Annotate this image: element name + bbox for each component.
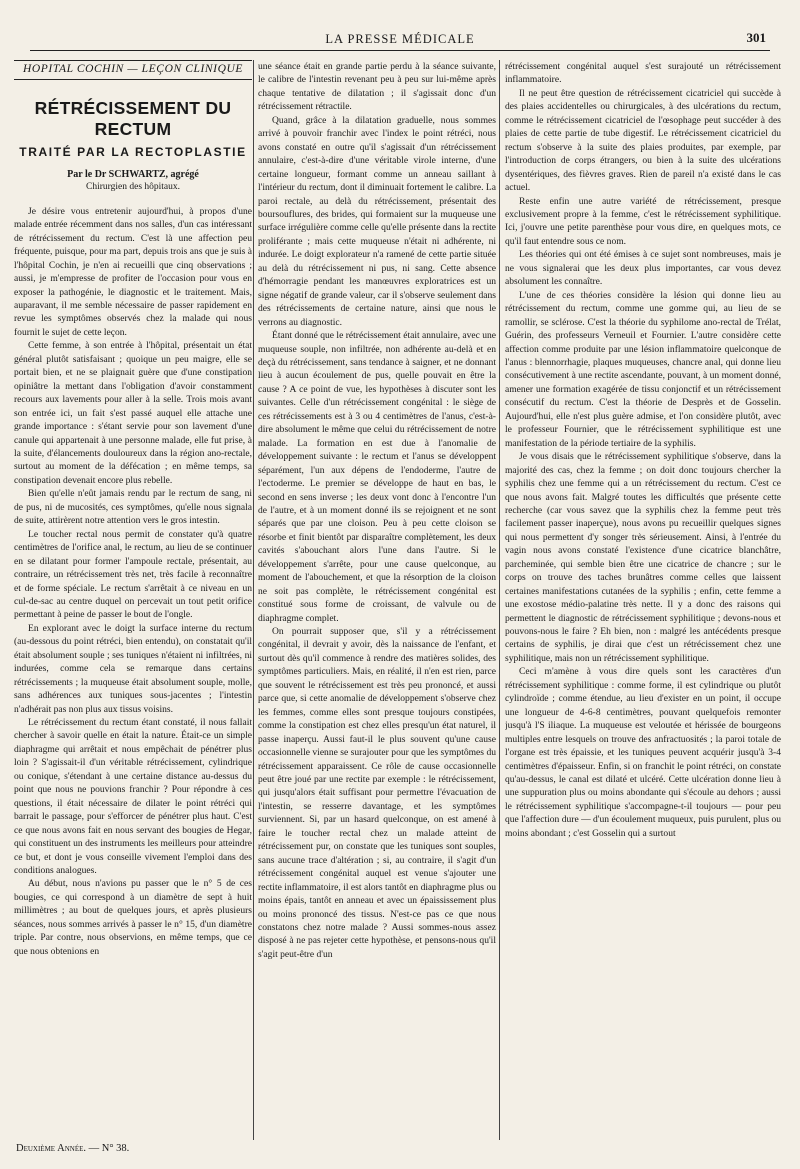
paragraph-continued: une séance était en grande partie perdu à la séance suivante, le calibre de l'intestin revenant peu à peu sur lui-même après chaque tentative de dilatation ; il s'agissait donc d'un rétrécissement rétractile.: [258, 61, 496, 113]
paragraph: Le rétrécissement du rectum étant constaté, il nous fallait chercher à savoir quelle en était la nature. Était-ce un simple diaphragme qui arrêtait et nous empêchait de pénétrer plus loin ? S'agissait-il d'un véritable rétrécissement, cylindrique ou conique, s'étendant à une certaine distance au-dessus du point que nous ne pouvions franchir ? Pour répondre à ces questions, il était nécessaire de dilater le point rétréci qui barrait le passage, pour s'efforcer de pénétrer plus haut. C'est ce que nous avons fait en nous servant des bougies de Hegar, qui constituent un des instruments les meilleurs pour atteindre ce but, et dont je vous conseille vivement l'emploi dans des conditions analogues.: [14, 717, 252, 877]
paragraph: Quand, grâce à la dilatation graduelle, nous sommes arrivé à pouvoir franchir avec l'index le point rétréci, nous avons constaté en outre qu'il s'agissait d'un rétrécissement annulaire, c'est-à-dire d'une véritable virole interne, d'une certaine longueur, formant comme un anneau saillant à l'intérieur du rectum, dont il diminuait fortement le calibre. La paroi rectale, au delà du rétrécissement, présentait des boursouflures, des brides, qui formaient sur la muqueuse une surface irrégulière comme celle qu'elle présente dans la rectite proliférante ; mais cette muqueuse n'était ni adhérente, ni indurée. Le doigt explorateur n'a ramené de cette partie située au delà du rétrécissement ni pus, ni sang. Cette absence d'hémorragie pendant les manœuvres exploratrices est un signe négatif de grande valeur, car il s'observe seulement dans des rétrécissements de certaine nature, ainsi que nous le verrons au diagnostic.: [258, 114, 496, 328]
paragraph: Je désire vous entretenir aujourd'hui, à propos d'une malade entrée récemment dans nos salles, d'un cas intéressant de rétrécissement du rectum. C'est là une affection peu fréquente, puisque, pour ma part, depuis trois ans que je suis à l'hôpital Cochin, je n'en ai recueilli que cinq observations ; aussi, je m'empresse de profiter de l'occasion pour vous en exposer la pathogénie, le diagnostic et le traitement. Mais, auparavant, il me semble nécessaire de passer rapidement en revue les symptômes observés chez la malade qui nous fournit le sujet de cette leçon.: [14, 205, 252, 338]
paragraph: Bien qu'elle n'eût jamais rendu par le rectum de sang, ni de pus, ni de mucosités, ces symptômes, qu'elle nous signala de suite, attirèrent notre attention vers le gros intestin.: [14, 488, 252, 527]
paragraph: Étant donné que le rétrécissement était annulaire, avec une muqueuse souple, non infiltrée, non adhérente au-delà et en deçà du rétrécissement, sans tendance à saigner, et ne donnant lieu à aucun écoulement de pus, quelle pouvait en être la cause ? A ce point de vue, les hypothèses à discuter sont les suivantes. Celle d'un rétrécissement congénital : le siège de ces rétrécissements est à 3 ou 4 centimètres de l'anus, c'est-à-dire absolument le même que celui du rétrécissement de notre malade. La formation en est due à l'anomalie de développement suivante : le rectum et l'anus se développent séparément, l'un aux dépens de l'endoderme, l'autre de l'ectoderme. Le premier se développe de haut en bas, le second en sens inverse ; les deux vont donc à l'encontre l'un de l'autre, et à un moment donné ils se rejoignent et ne sont séparés que par une cloison. Peu à peu cette cloison se résorbe et finit bientôt par disparaître complètement, les deux cavités s'abouchant alors l'une dans l'autre. Si le développement s'arrête, pour une cause quelconque, au moment de l'abouchement, et que la résorption de la cloison ne soit pas complète, le rétrécissement congénital est constitué sous forme de croissant, de valvule ou de diaphragme complet.: [258, 330, 496, 624]
column-3: [505, 60, 781, 1135]
column-divider-2: [499, 60, 500, 1140]
column-2: [258, 60, 496, 1135]
paragraph: En explorant avec le doigt la surface interne du rectum (au-dessous du point rétréci, bien entendu), on constatait qu'il était absolument souple ; ses tuniques n'étaient ni infiltrées, ni indurées, comme cela se remarque dans certains rétrécissements ; la muqueuse était absolument souple, molle, sans adhérences aux tuniques sous-jacentes ; l'intestin n'adhérait pas non plus aux tissus voisins.: [14, 622, 252, 715]
column-1: [14, 60, 252, 1135]
paragraph: Au début, nous n'avions pu passer que le n° 5 de ces bougies, ce qui correspond à un diamètre de sept à huit millimètres ; au bout de quelques jours, et après plusieurs séances, nous sommes arrivés à passer le n° 15, d'un diamètre triple. Par contre, nous observions, en même temps, que ce que nous obtenions en: [14, 878, 252, 957]
paragraph: On pourrait supposer que, s'il y a rétrécissement congénital, il devrait y avoir, dès la naissance de l'enfant, et surtout dès qu'il commence à rendre des matières solides, des symptômes particuliers. Mais, en réalité, il n'en est rien, parce que souvent le rétrécissement est très peu prononcé, et aussi parce que, si cette anomalie de développement s'observe chez les femmes, comme elles sont presque toujours constipées, comme la constipation est chez elles presqu'un état naturel, il passe inaperçu. Aussi faut-il le plus souvent qu'une cause occasionnelle vienne se surajouter pour que les symptômes du rétrécissement apparaissent. Ce rôle de cause occasionnelle peut être joué par une rectite par exemple : le rétrécissement, qui jusqu'alors était suffisant pour permettre l'évacuation de l'intestin, se resserre davantage, et les symptômes surviennent. Si, par un hasard quelconque, on est amené à faire le toucher rectal chez un malade atteint de rétrécissement pur, on constate que les tuniques sont souples, sans aucune trace d'altération ; si, au contraire, il s'agit d'un rétrécissement congénital auquel est venue s'ajouter une rectite inflammatoire, il est alors tantôt en diaphragme plus ou moins épais, tantôt en anneau et avec un épaississement plus ou moins prononcé des tissus. N'est-ce pas ce que nous constatons chez notre malade ? Aussi sommes-nous assez disposé à ne pas rejeter cette hypothèse, et pensons-nous qu'il s'agit peut-être d'un: [258, 626, 496, 960]
page-number: 301: [746, 30, 766, 45]
article-title: RÉTRÉCISSEMENT DU RECTUM: [34, 98, 232, 140]
column-divider-1: [253, 60, 254, 1140]
hospital-heading: HOPITAL COCHIN — LEÇON CLINIQUE: [14, 60, 252, 80]
paragraph: Le toucher rectal nous permit de constater qu'à quatre centimètres de l'orifice anal, le rectum, au lieu de se continuer en se dilatant pour former l'ampoule rectale, présentait, au contraire, un rétrécissement très net, très facile à reconnaître et de forme spéciale. Le rectum s'arrêtait à ce niveau en un cul-de-sac au centre duquel on percevait un tout petit orifice permettant à peine de passer le bout de l'ongle.: [14, 528, 252, 621]
issue-footer: Deuxième Année. — N° 38.: [16, 1143, 130, 1154]
paragraph: Cette femme, à son entrée à l'hôpital, présentait un état général plutôt satisfaisant ; quoique un peu maigre, elle se portait bien, et ne se plaignait guère que d'une constipation opiniâtre la mettant dans l'obligation d'avoir constamment recours aux lavements pour aller à la selle. Trois mois avant son entrée ici, un fait s'est passé auquel elle attache une grande importance : s'étant servie pour son lavement d'une canule qui appartenait à une personne malade, elle fut prise, à la suite, d'élancements douloureux dans la région ano-rectale, surtout au moment de la défécation ; en même temps, sa constipation devenait encore plus rebelle.: [14, 340, 252, 486]
paragraph: Je vous disais que le rétrécissement syphilitique s'observe, dans la majorité des cas, chez la femme ; on doit donc toujours chercher la syphilis chez une femme qui a un rétrécissement du rectum. C'est ce que nous avons fait. Malgré toutes les difficultés que présente cette recherche (car vous savez que la syphilis chez la femme peut très facilement passer inaperçue), nous avons pu recueillir quelques signes qui nous permettent d'y songer très sérieusement. Ainsi, à l'entrée du vagin nous avons constaté l'existence d'une cicatrice blanchâtre, parcheminée, qui semble bien être une cicatrice de chancre ; sur le corps on trouve des taches brunâtres comme celles que laissent certaines manifestations cutanées de la syphilis ; enfin, cette femme a une exostose médio-palatine très nette. Il y a donc des raisons qui permettent le diagnostic de rétrécissement syphilitique ; devons-nous et pouvons-nous le faire ? Eh bien, non : malgré les antécédents presque certains de syphilis, je dirai que c'est un rétrécissement chez une syphilitique, mais non un rétrécissement syphilitique.: [505, 451, 781, 664]
page-header: [30, 28, 770, 51]
paragraph: Les théories qui ont été émises à ce sujet sont nombreuses, mais je ne vous signalerai que les deux plus importantes, car vous devez absolument les connaître.: [505, 249, 781, 288]
journal-title: LA PRESSE MÉDICALE: [325, 32, 475, 46]
paragraph: Il ne peut être question de rétrécissement cicatriciel qui succède à des plaies accidentelles ou chirurgicales, à des ulcérations du rectum, comme le rétrécissement cicatriciel de l'œsophage peut succéder à des plaies de cette partie de tube digestif. Le rétrécissement cicatriciel du rectum s'observe à la suite des plaies produites, par exemple, par l'introduction de corps étrangers, ou bien à la suite des ulcérations dysentériques, des fièvres graves. Rien de pareil n'a existé dans le cas actuel.: [505, 87, 781, 194]
paragraph: L'une de ces théories considère la lésion qui donne lieu au rétrécissement du rectum, comme une gomme qui, au lieu de se ramollir, se sclérose. C'est la théorie du syphilome ano-rectal de Trélat, Guérin, des professeurs Verneuil et Fournier. L'autre considère cette affection comme produite par une lésion inflammatoire quelconque de l'anus : blennorrhagie, plaques muqueuses, chancre anal, qui donne lieu consécutivement à une rectite ascendante, pouvant, à un moment donné, amener une formation exagérée de tissu conjonctif et un rétrécissement consécutif du rectum. C'est la théorie de Desprès et de Gosselin. Aujourd'hui, elle n'est plus guère admise, et l'on considère plutôt, avec le professeur Fournier, que le rétrécissement syphilitique est une manifestation de la période tertiaire de la syphilis.: [505, 289, 781, 449]
author-line: Par le Dr SCHWARTZ, agrégé: [67, 168, 199, 180]
paragraph-continued: rétrécissement congénital auquel s'est surajouté un rétrécissement inflammatoire.: [505, 61, 781, 86]
author-role: Chirurgien des hôpitaux.: [85, 182, 181, 193]
paragraph: Reste enfin une autre variété de rétrécissement, presque exclusivement propre à la femme, c'est le rétrécissement syphilitique. Ici, j'ouvre une petite parenthèse pour vous dire, en quelques mots, ce qu'il faut entendre sous ce nom.: [505, 195, 781, 247]
paragraph: Ceci m'amène à vous dire quels sont les caractères d'un rétrécissement syphilitique : comme forme, il est cylindrique ou plutôt cylindroïde ; comme étendue, au lieu d'exister en un point, il occupe une longueur de 4-6-8 centimètres, pouvant quelquefois remonter jusqu'à l'S iliaque. La muqueuse est veloutée et hérissée de bourgeons multiples entre lesquels on trouve des anfractuosités ; la paroi totale de l'organe est très épaissie, et les tuniques peuvent acquérir jusqu'à 3-4 centimètres d'épaisseur. Enfin, si on franchit le point rétréci, on constate qu'au-dessus, le canal est dilaté et ulcéré. Cette ulcération donne lieu à une suppuration plus ou moins abondante qui s'écoule au dehors ; aussi le rétrécissement syphilitique s'accompagne-t-il toujours — pour peu que l'affection dure — d'un écoulement muqueux, puis purulent, plus ou moins abondant ; c'est Gosselin qui a surtout: [505, 666, 781, 839]
article-subtitle: TRAITÉ PAR LA RECTOPLASTIE: [19, 145, 247, 160]
